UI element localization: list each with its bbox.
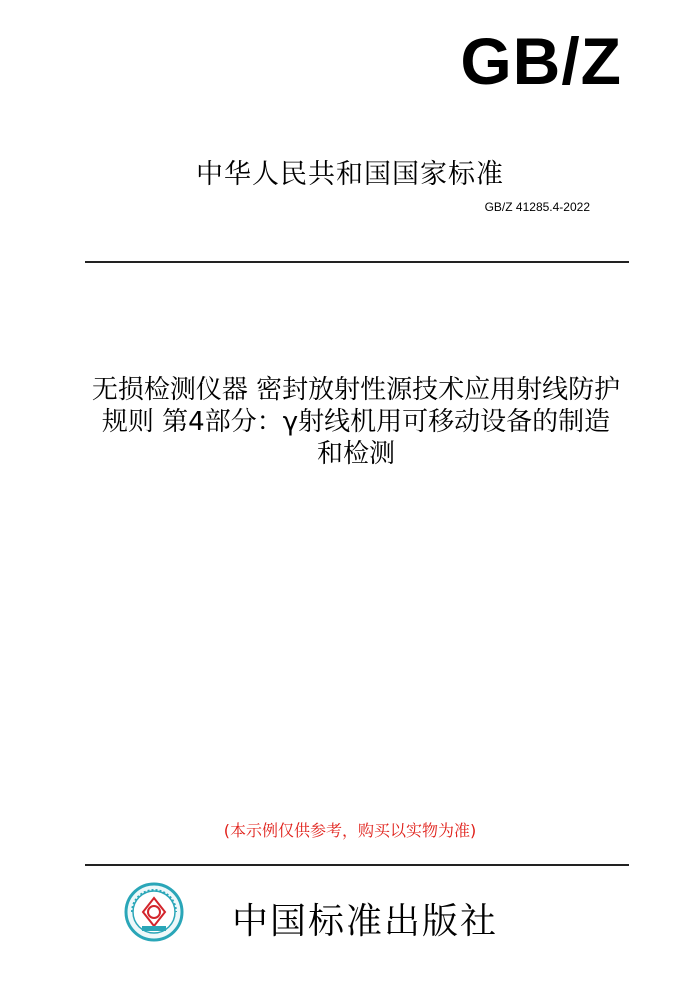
standard-type-logo: GB/Z	[460, 24, 622, 98]
national-standard-heading	[0, 152, 700, 191]
sample-notice: (本示例仅供参考，购买以实物为准)	[223, 821, 477, 840]
top-divider	[85, 261, 629, 263]
bottom-divider	[85, 864, 629, 866]
title-line-1: 无损检测仪器 密封放射性源技术应用射线防护	[91, 375, 621, 405]
document-title	[40, 374, 672, 470]
title-line-3: 和检测	[316, 439, 395, 469]
national-standard-text: 中华人民共和国国家标准	[196, 159, 504, 190]
publisher-seal-icon	[124, 882, 184, 942]
standard-number: GB/Z 41285.4-2022	[484, 200, 590, 214]
publisher-name: 中国标准出版社	[232, 901, 499, 942]
title-line-2: 规则 第4部分：γ射线机用可移动设备的制造	[101, 407, 611, 437]
